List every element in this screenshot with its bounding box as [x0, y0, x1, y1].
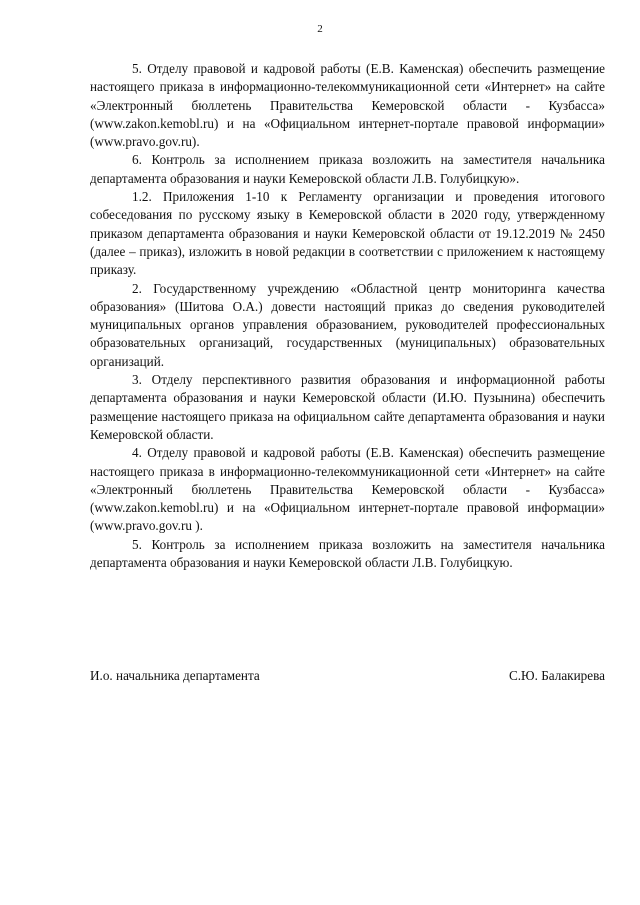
- paragraph-item-4: 4. Отделу правовой и кадровой работы (Е.В. Каменская) обеспечить размещение настоящего приказа в информационно-телекоммуникационной сети «Интернет» на сайте «Электронный бюллетень Правительства Кемеровской области - Кузбасса» (www.zakon.kemobl.ru) и на «Официальном интернет-портале правовой информации» (www.pravo.gov.ru ).: [90, 445, 605, 534]
- paragraph-item-5: 5. Контроль за исполнением приказа возложить на заместителя начальника департамента образования и науки Кемеровской области Л.В. Голубицкую.: [90, 536, 605, 571]
- paragraph-item-3: 3. Отделу перспективного развития образования и информационной работы департамента образования и науки Кемеровской области (И.Ю. Пузынина) обеспечить размещение настоящего приказа на официальном сайте департамента образования и науки Кемеровской области.: [90, 372, 605, 442]
- signatory-role: И.о. начальника департамента: [90, 668, 260, 683]
- paragraph-item-1-2: 1.2. Приложения 1-10 к Регламенту организации и проведения итогового собеседования по русскому языку в Кемеровской области в 2020 году, утвержденному приказом департамента образования и науки Кемеровской области от 19.12.2019 № 2450 (далее – приказ), изложить в новой редакции в соответствии с приложением к настоящему приказу.: [90, 189, 605, 278]
- page-number: 2: [317, 23, 323, 35]
- signatory-name: С.Ю. Балакирева: [508, 668, 605, 683]
- paragraph-item-2: 2. Государственному учреждению «Областной центр мониторинга качества образования» (Шитова О.А.) довести настоящий приказ до сведения руководителей муниципальных органов управления образованием, руководителей профессиональных образовательных организаций, государственных (муниципальных) образовательных организаций.: [90, 280, 605, 369]
- paragraph-item-6-previous: 6. Контроль за исполнением приказа возложить на заместителя начальника департамента образования и науки Кемеровской области Л.В. Голубицкую».: [90, 152, 605, 186]
- paragraph-item-5-previous: 5. Отделу правовой и кадровой работы (Е.В. Каменская) обеспечить размещение настоящего приказа в информационно-телекоммуникационной сети «Интернет» на сайте «Электронный бюллетень Правительства Кемеровской области - Кузбасса» (www.zakon.kemobl.ru) и на «Официальном интернет-портале правовой информации» (www.pravo.gov.ru).: [90, 61, 605, 150]
- document-body: [90, 60, 605, 572]
